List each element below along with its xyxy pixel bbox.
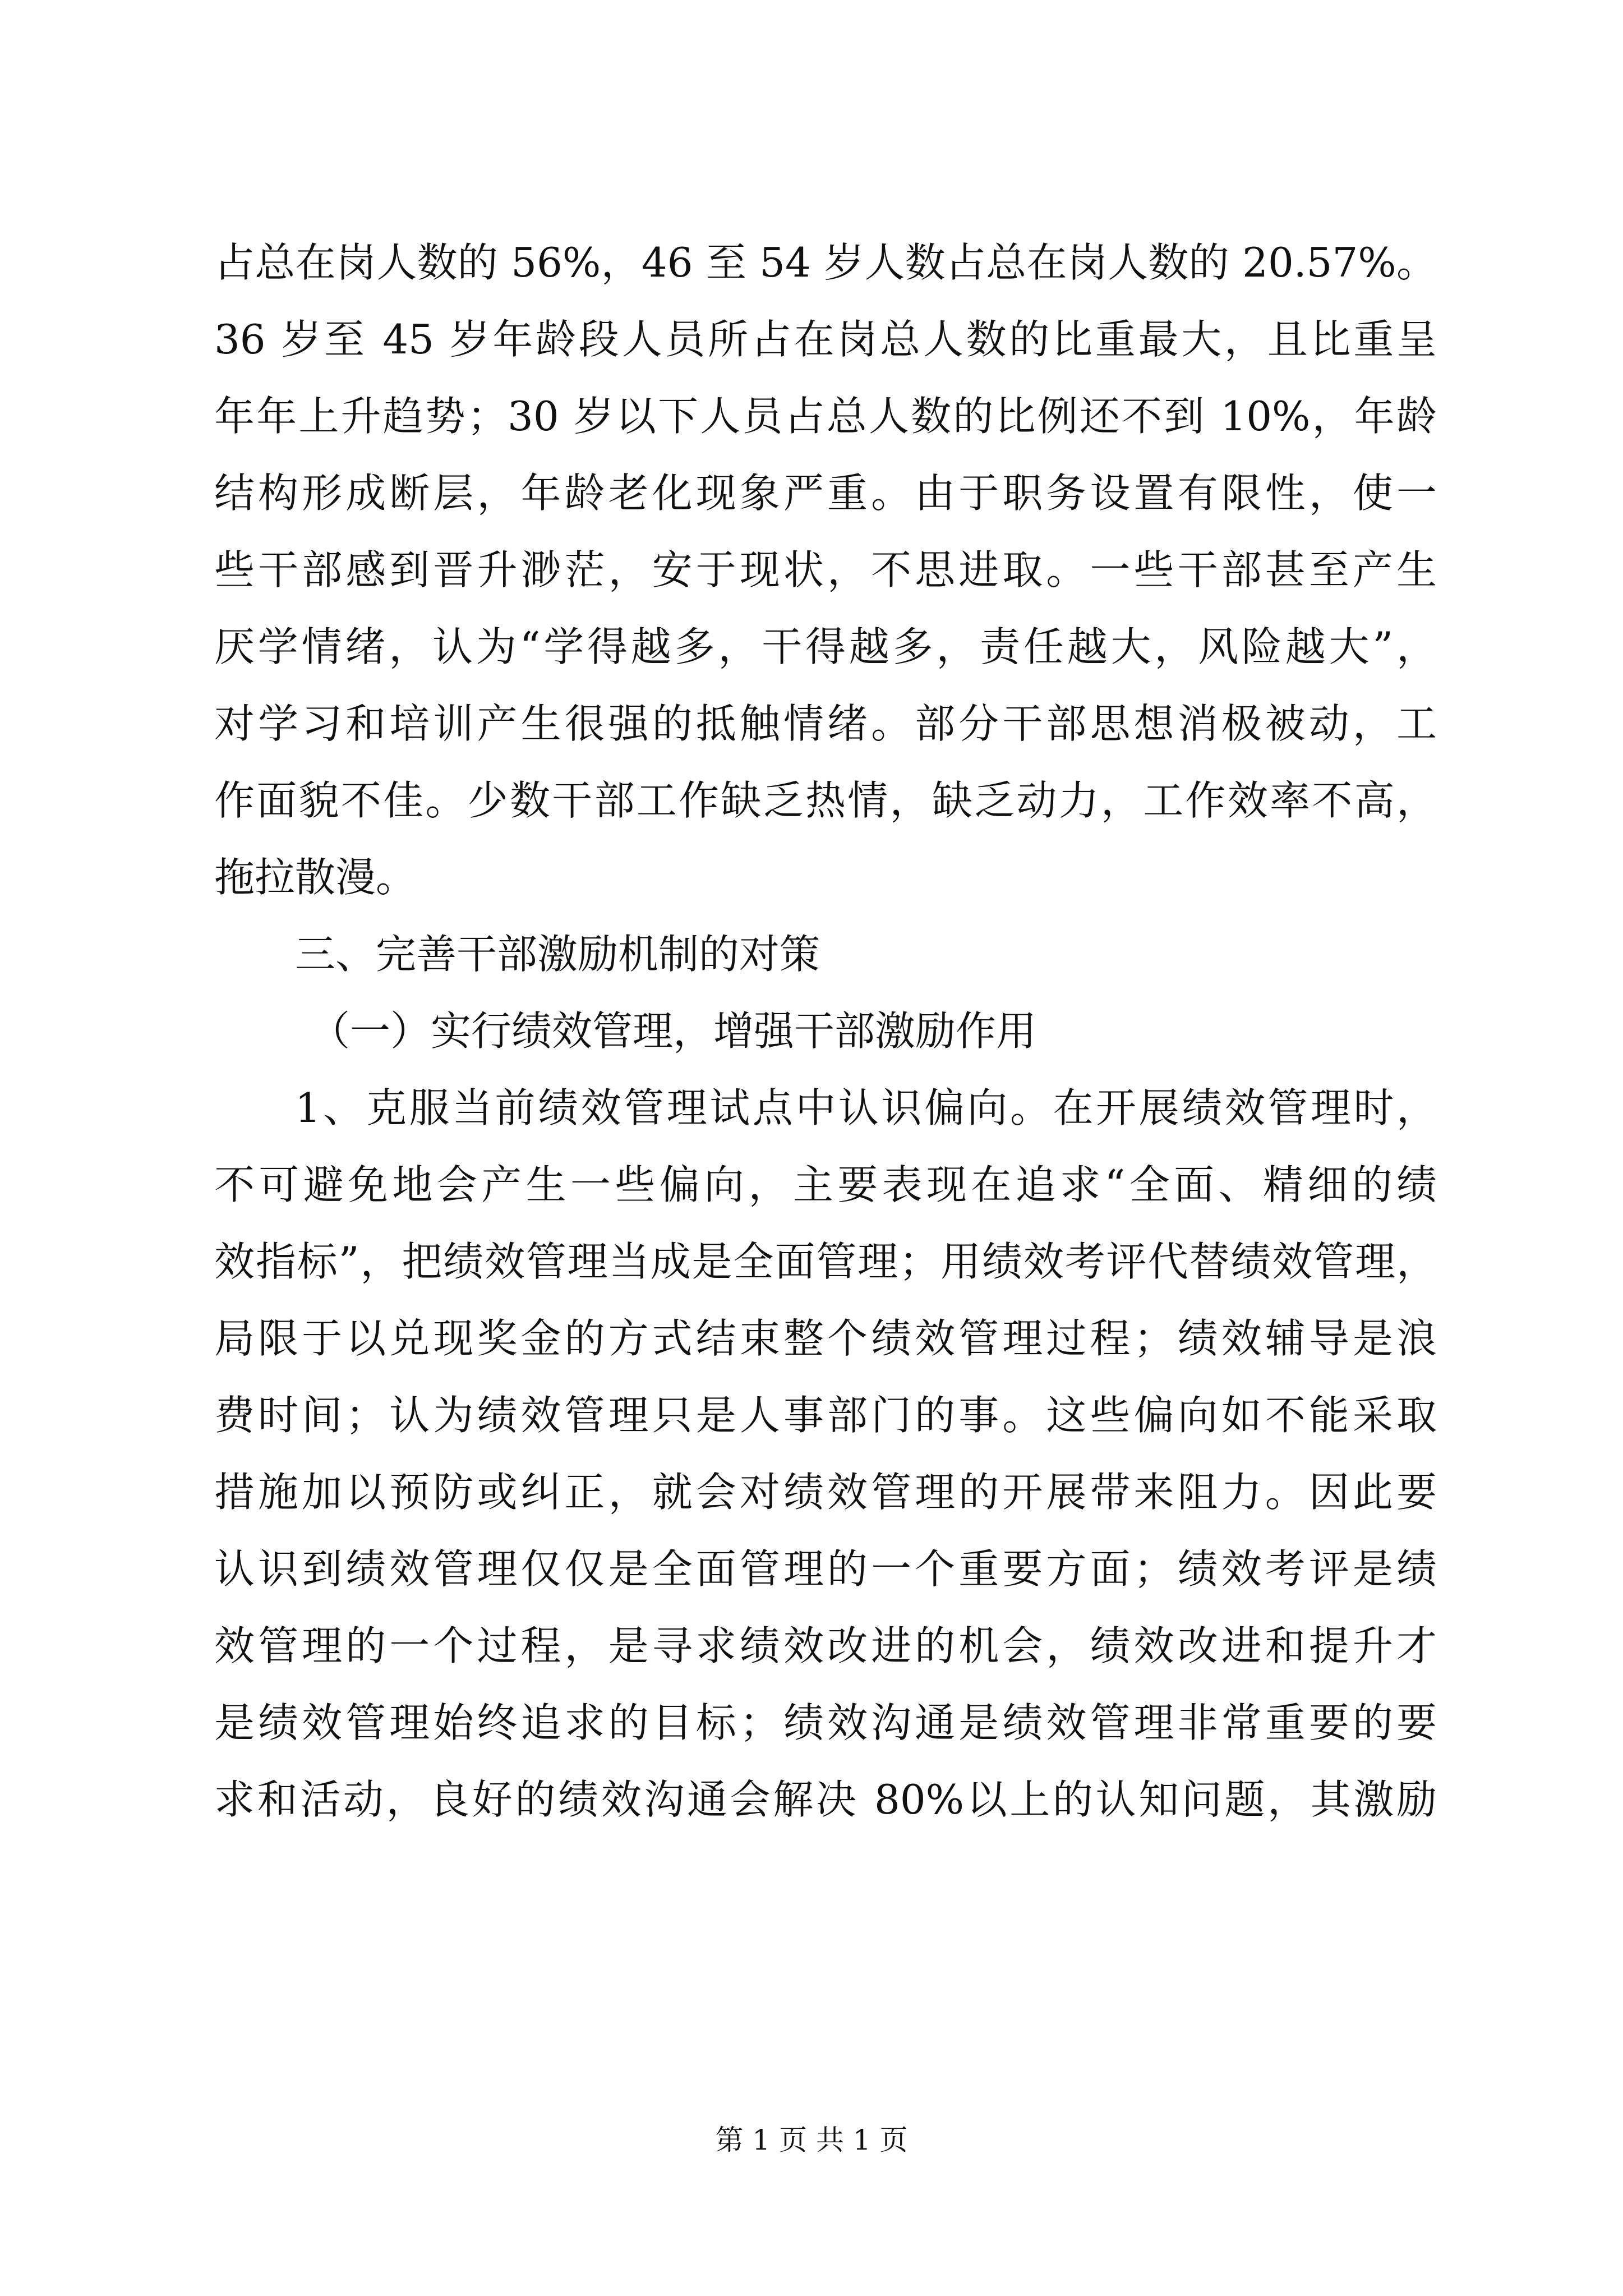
text-line: 作面貌不佳。少数干部工作缺乏热情，缺乏动力，工作效率不高，: [214, 777, 1437, 824]
page-footer: [0, 2120, 1623, 2160]
text-line: 占总在岗人数的 56%，46 至 54 岁人数占总在岗人数的 20.57%。: [214, 239, 1437, 286]
text-line: 求和活动，良好的绩效沟通会解决 80%以上的认知问题，其激励: [214, 1776, 1437, 1823]
text-line: 不可避免地会产生一些偏向，主要表现在追求“全面、精细的绩: [214, 1161, 1437, 1208]
text-line: 厌学情绪，认为“学得越多，干得越多，责任越大，风险越大”，: [214, 623, 1437, 670]
text-line: 局限于以兑现奖金的方式结束整个绩效管理过程；绩效辅导是浪: [214, 1315, 1437, 1362]
subsection-heading: （一）实行绩效管理，增强干部激励作用: [310, 1007, 1037, 1055]
text-line: 拖拉散漫。: [214, 854, 417, 901]
text-line: 费时间；认为绩效管理只是人事部门的事。这些偏向如不能采取: [214, 1392, 1437, 1439]
text-line: 效管理的一个过程，是寻求绩效改进的机会，绩效改进和提升才: [214, 1622, 1437, 1669]
text-line: 结构形成断层，年龄老化现象严重。由于职务设置有限性，使一: [214, 470, 1437, 517]
text-line: 效指标”，把绩效管理当成是全面管理；用绩效考评代替绩效管理，: [214, 1238, 1437, 1285]
document-body: [214, 224, 1437, 1838]
page-number-label: 第 1 页 共 1 页: [715, 2124, 908, 2156]
text-line: 36 岁至 45 岁年龄段人员所占在岗总人数的比重最大，且比重呈: [214, 316, 1437, 363]
text-line: 年年上升趋势；30 岁以下人员占总人数的比例还不到 10%，年龄: [214, 393, 1437, 440]
text-line: 措施加以预防或纠正，就会对绩效管理的开展带来阻力。因此要: [214, 1469, 1437, 1516]
text-line: 1、克服当前绩效管理试点中认识偏向。在开展绩效管理时，: [295, 1084, 1437, 1131]
text-line: 认识到绩效管理仅仅是全面管理的一个重要方面；绩效考评是绩: [214, 1545, 1437, 1593]
section-heading: 三、完善干部激励机制的对策: [295, 931, 820, 978]
text-line: 对学习和培训产生很强的抵触情绪。部分干部思想消极被动，工: [214, 700, 1437, 747]
text-line: 是绩效管理始终追求的目标；绩效沟通是绩效管理非常重要的要: [214, 1699, 1437, 1746]
text-line: 些干部感到晋升渺茫，安于现状，不思进取。一些干部甚至产生: [214, 546, 1437, 593]
